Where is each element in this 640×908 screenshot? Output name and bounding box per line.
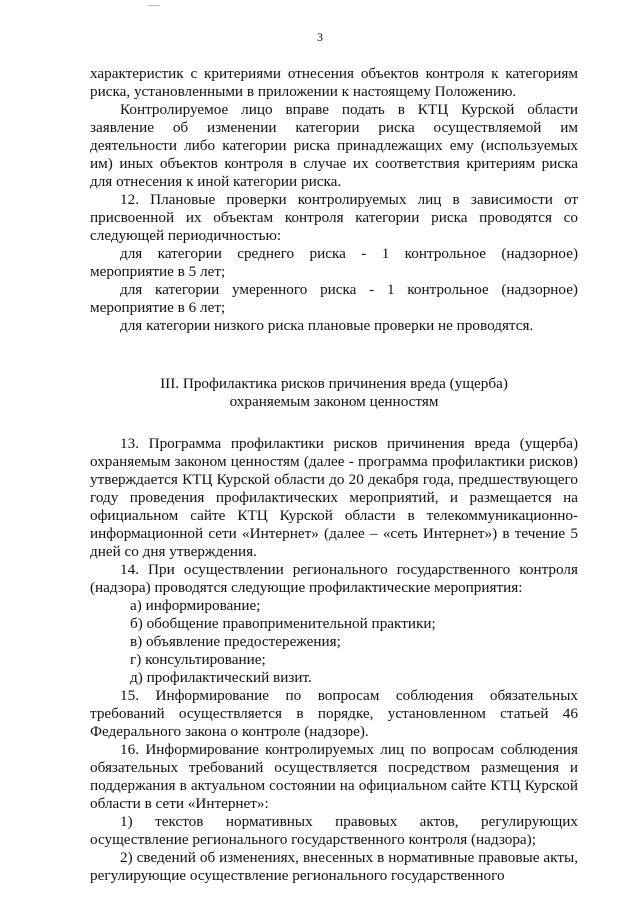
paragraph-16-informing-controlled-persons: 16. Информирование контролируемых лиц по вопросам соблюдения обязательных требований осуществляется посредством размещения и поддержания в актуальном состоянии на официальном сайте КТЦ Курской области в сети «Интернет»:: [90, 741, 578, 812]
paragraph-criteria-continuation: характеристик с критериями отнесения объектов контроля к категориям риска, установленными в приложении к настоящему Положению.: [90, 65, 578, 100]
paragraph-12-planned-inspections: 12. Плановые проверки контролируемых лиц в зависимости от присвоенной их объектам контроля категории риска проводятся со следующей периодичностью:: [90, 191, 578, 244]
paragraph-low-risk: для категории низкого риска плановые проверки не проводятся.: [120, 317, 534, 334]
paragraph-risk-change-request: Контролируемое лицо вправе подать в КТЦ Курской области заявление об изменении категории риска осуществляемой им деятельности либо категории риска принадлежащих ему (используемых им) иных объектов контроля в случае их соответствия критериям риска для отнесения к иной категории риска.: [90, 101, 578, 190]
paragraph-13-prevention-program: 13. Программа профилактики рисков причинения вреда (ущерба) охраняемым законом ценностям (далее - программа профилактики рисков) утверждается КТЦ Курской области до 20 декабря года, предшествующего году проведения профилактических мероприятий, и размещается на официальном сайте КТЦ Курской области в телекоммуникационно-информационной сети «Интернет» (далее – «сеть Интернет») в течение 5 дней со дня утверждения.: [90, 435, 578, 560]
list-item: в) объявление предостережения;: [130, 633, 341, 650]
paragraph-15-informing: 15. Информирование по вопросам соблюдения обязательных требований осуществляется в порядке, установленном статьей 46 Федерального закона о контроле (надзоре).: [90, 687, 578, 740]
paragraph-16-item-2: 2) сведений об изменениях, внесенных в нормативные правовые акты, регулирующие осуществление регионального государственного: [90, 849, 578, 884]
section-spacer: [90, 411, 578, 435]
paragraph-14-prevention-measures: 14. При осуществлении регионального государственного контроля (надзора) проводятся следующие профилактические мероприятия:: [90, 561, 578, 596]
scan-mark: [148, 5, 160, 6]
page-number: 3: [317, 30, 323, 44]
section-heading-iii: III. Профилактика рисков причинения вреда (ущерба) охраняемым законом ценностям: [160, 375, 508, 410]
list-item: д) профилактический визит.: [130, 669, 312, 686]
document-body: [90, 65, 578, 885]
list-item: г) консультирование;: [130, 651, 266, 668]
paragraph-16-item-1: 1) текстов нормативных правовых актов, регулирующих осуществление регионального государственного контроля (надзора);: [90, 813, 578, 848]
prevention-measures-list: [90, 597, 578, 687]
paragraph-moderate-risk: для категории умеренного риска - 1 контрольное (надзорное) мероприятие в 6 лет;: [90, 281, 578, 316]
list-item: а) информирование;: [130, 597, 261, 614]
list-item: б) обобщение правоприменительной практики;: [130, 615, 436, 632]
paragraph-medium-risk: для категории среднего риска - 1 контрольное (надзорное) мероприятие в 5 лет;: [90, 245, 578, 280]
